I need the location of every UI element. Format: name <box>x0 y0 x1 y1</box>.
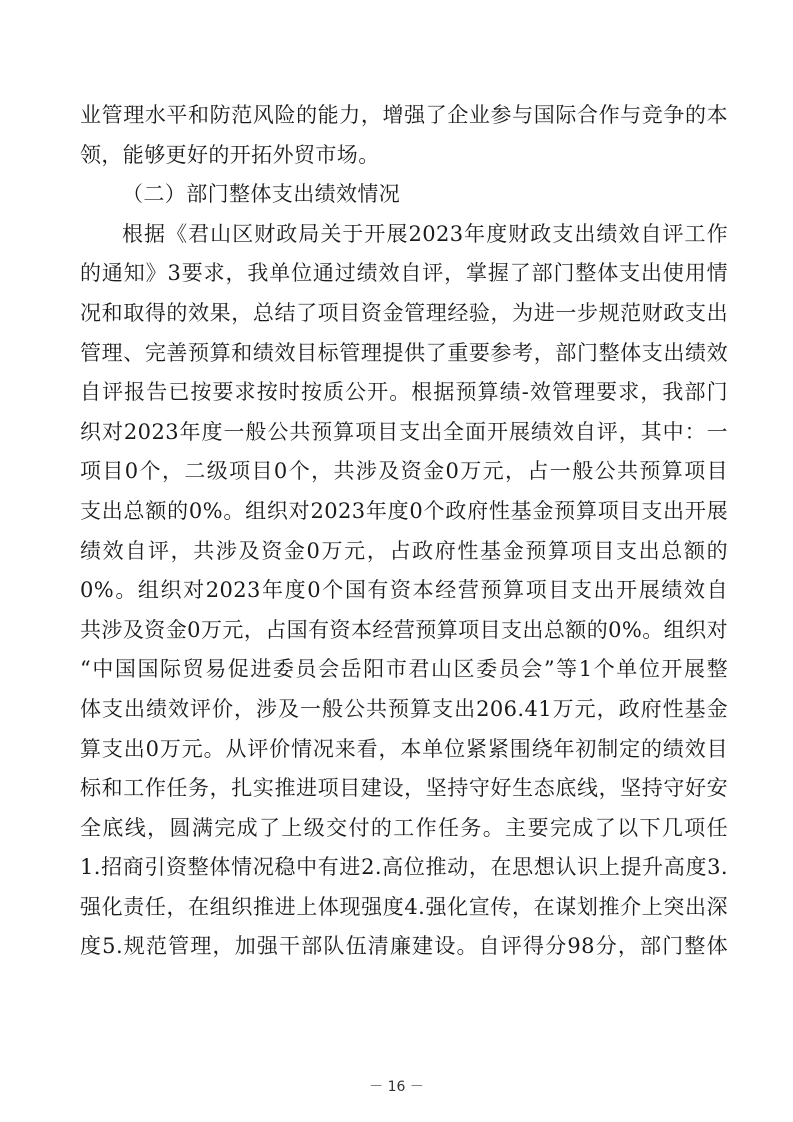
paragraph-line: 项目0个，二级项目0个，共涉及资金0万元，占一般公共预算项目 <box>80 459 728 484</box>
paragraph-line: 标和工作任务，扎实推进项目建设，坚持守好生态底线，坚持守好安 <box>80 776 728 801</box>
paragraph-line: 全底线，圆满完成了上级交付的工作任务。主要完成了以下几项任 <box>80 815 728 840</box>
paragraph-line: 况和取得的效果，总结了项目资金管理经验，为进一步规范财政支出 <box>80 300 728 325</box>
page-number: － 16 － <box>369 1079 424 1095</box>
paragraph-line: 支出总额的0%。组织对2023年度0个政府性基金预算项目支出开展 <box>80 498 728 523</box>
paragraph-line: 共涉及资金0万元，占国有资本经营预算项目支出总额的0%。组织对 <box>80 617 728 642</box>
paragraph-line: 度5.规范管理，加强干部队伍清廉建设。自评得分98分，部门整体 <box>80 934 728 959</box>
paragraph-line: “中国国际贸易促进委员会岳阳市君山区委员会”等1个单位开展整 <box>80 657 728 682</box>
paragraph-line: 织对2023年度一般公共预算项目支出全面开展绩效自评，其中：一 <box>80 419 728 444</box>
paragraph-line: 体支出绩效评价，涉及一般公共预算支出206.41万元，政府性基金 <box>80 696 728 721</box>
paragraph-line: 的通知》3要求，我单位通过绩效自评，掌握了部门整体支出使用情 <box>80 261 728 286</box>
body-text <box>80 96 728 967</box>
paragraph-line: 1.招商引资整体情况稳中有进2.高位推动，在思想认识上提升高度3. <box>80 855 728 880</box>
paragraph-line: 强化责任，在组织推进上体现强度4.强化宣传，在谋划推介上突出深 <box>80 894 728 919</box>
paragraph-line: 管理、完善预算和绩效目标管理提供了重要参考，部门整体支出绩效 <box>80 340 728 365</box>
paragraph-line: 自评报告已按要求按时按质公开。根据预算绩-效管理要求，我部门 <box>80 380 728 405</box>
section-heading: （二）部门整体支出绩效情况 <box>122 182 401 207</box>
paragraph-line: 0%。组织对2023年度0个国有资本经营预算项目支出开展绩效自 <box>80 578 728 603</box>
paragraph-line: 绩效自评，共涉及资金0万元，占政府性基金预算项目支出总额的 <box>80 538 728 563</box>
paragraph-line: 领，能够更好的开拓外贸市场。 <box>80 142 380 167</box>
paragraph-line: 算支出0万元。从评价情况来看，本单位紧紧围绕年初制定的绩效目 <box>80 736 728 761</box>
paragraph-line: 根据《君山区财政局关于开展2023年度财政支出绩效自评工作 <box>122 221 728 246</box>
paragraph-line: 业管理水平和防范风险的能力，增强了企业参与国际合作与竞争的本 <box>80 103 728 127</box>
